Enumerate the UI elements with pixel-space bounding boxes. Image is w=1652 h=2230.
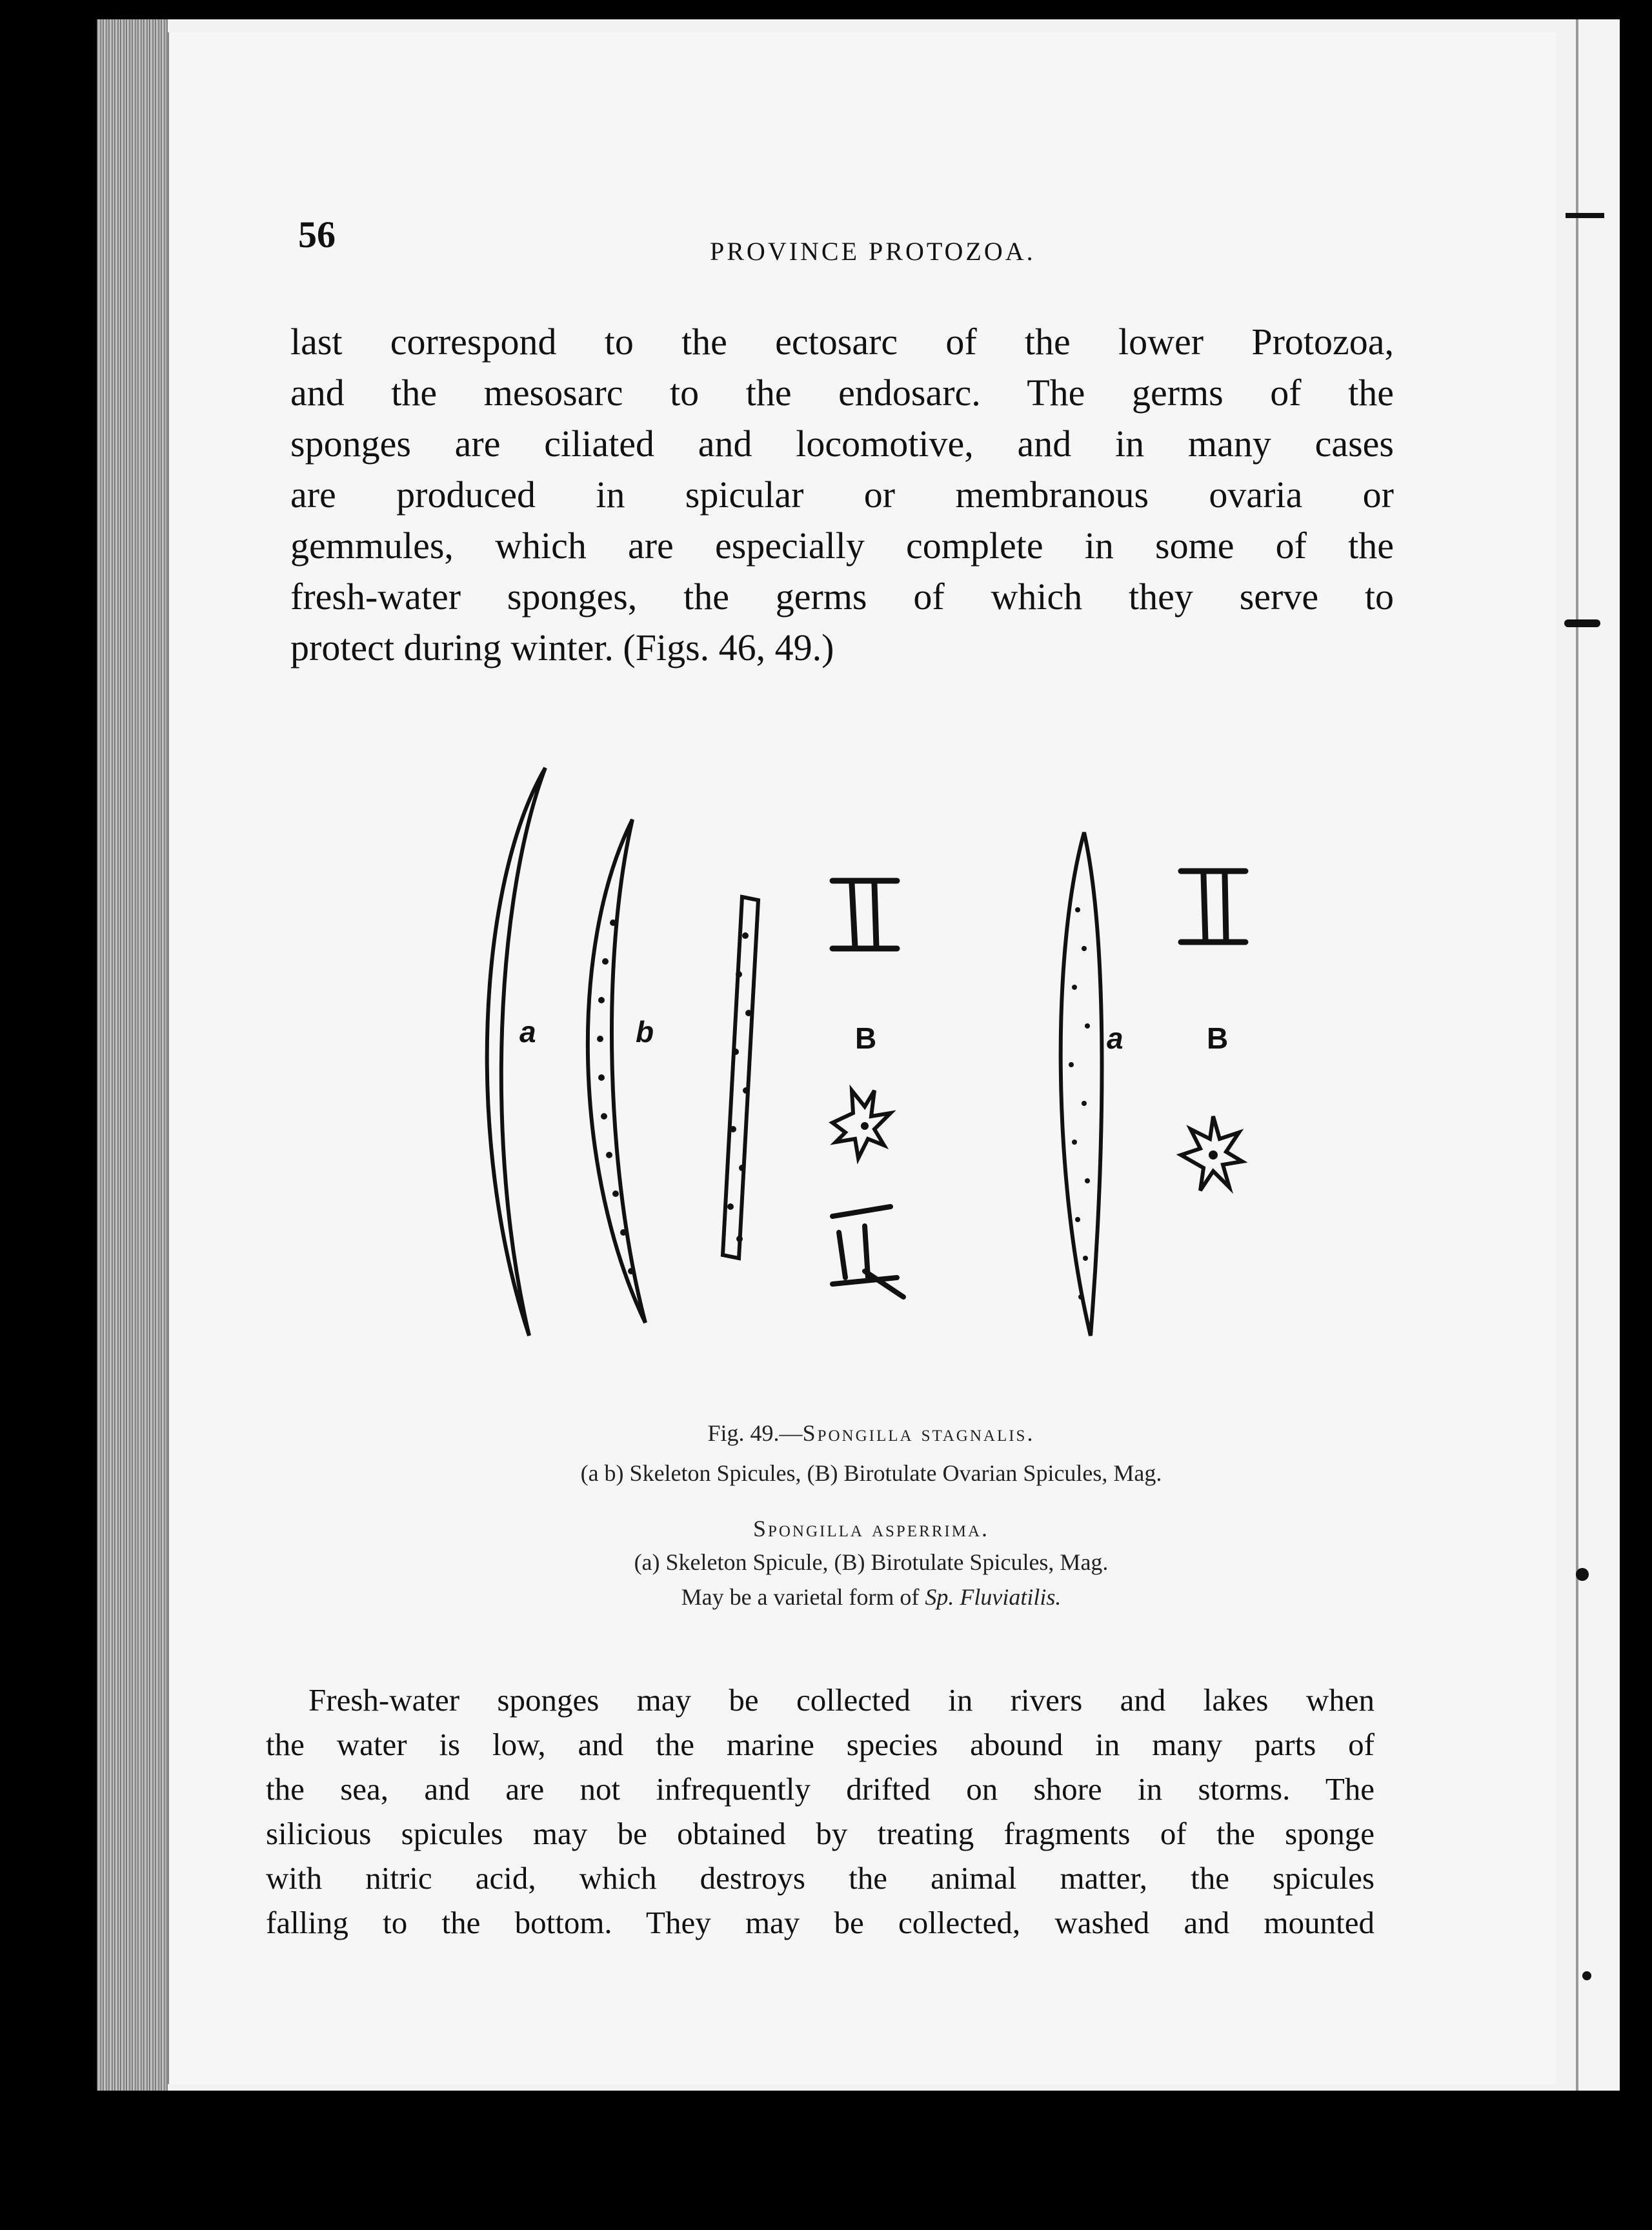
- paragraph-bottom: [266, 1678, 1375, 1945]
- label-B: B: [1207, 1021, 1229, 1055]
- text-line: with nitric acid, which destroys the animal matter, the spicules: [266, 1860, 1375, 1896]
- caption-species: Spongilla stagnalis.: [802, 1420, 1035, 1446]
- edge-mark: [1564, 619, 1600, 627]
- page-edges: [97, 19, 168, 2091]
- text-line: are produced in spicular or membranous ovaria or: [290, 474, 1394, 516]
- caption-note-species: Sp. Fluviatilis.: [925, 1584, 1062, 1610]
- text-line: the sea, and are not infrequently drifted on shore in storms. The: [266, 1771, 1375, 1807]
- edge-mark: [1566, 213, 1604, 218]
- label-a: a: [1107, 1021, 1123, 1055]
- label-B: B: [855, 1021, 877, 1055]
- spicule-b-stagnalis: [588, 819, 645, 1323]
- spicule-a-stagnalis: [487, 768, 545, 1336]
- caption-note-text: May be a varietal form of: [681, 1584, 920, 1610]
- figure-caption-line: (a) Skeleton Spicule, (B) Birotulate Spicules, Mag.: [634, 1549, 1109, 1575]
- label-b: b: [636, 1015, 654, 1049]
- edge-mark: [1576, 1568, 1589, 1581]
- running-title: PROVINCE PROTOZOA.: [710, 237, 1036, 266]
- text-line: the water is low, and the marine species abound in many parts of: [266, 1727, 1375, 1762]
- figure-caption-line: (a b) Skeleton Spicules, (B) Birotulate Ovarian Spicules, Mag.: [580, 1460, 1162, 1486]
- page-number: 56: [298, 214, 336, 256]
- facing-page-edge: [1576, 19, 1620, 2091]
- birotulate-spicule-asperrima: [1181, 871, 1245, 942]
- rod-spicule: [723, 897, 758, 1258]
- birotulate-spicule: [832, 881, 897, 949]
- edge-mark: [1582, 1971, 1591, 1980]
- spicule-figure: [374, 755, 1355, 1355]
- paragraph-top: [290, 316, 1394, 673]
- text-line: falling to the bottom. They may be collected, washed and mounted: [266, 1905, 1375, 1940]
- birotulate-side: [832, 1207, 903, 1297]
- text-line: silicious spicules may be obtained by treating fragments of the sponge: [266, 1816, 1375, 1851]
- figure-caption-note: [348, 1583, 1394, 1611]
- text-line: protect during winter. (Figs. 46, 49.): [290, 627, 834, 668]
- text-line: sponges are ciliated and locomotive, and in many cases: [290, 423, 1394, 465]
- text-line: Fresh-water sponges may be collected in rivers and lakes when: [308, 1682, 1375, 1718]
- caption-fig-number: Fig. 49.—: [707, 1420, 803, 1446]
- figure-caption-species: Spongilla asperrima.: [752, 1516, 990, 1542]
- text-line: fresh-water sponges, the germs of which they serve to: [290, 576, 1394, 618]
- label-a: a: [519, 1015, 536, 1049]
- text-line: gemmules, which are especially complete in some of the: [290, 525, 1394, 567]
- text-line: and the mesosarc to the endosarc. The germs of the: [290, 372, 1394, 414]
- text-line: last correspond to the ectosarc of the lower Protozoa,: [290, 321, 1394, 363]
- figure-caption-title: [348, 1420, 1394, 1447]
- spicule-a-asperrima: [1061, 832, 1102, 1336]
